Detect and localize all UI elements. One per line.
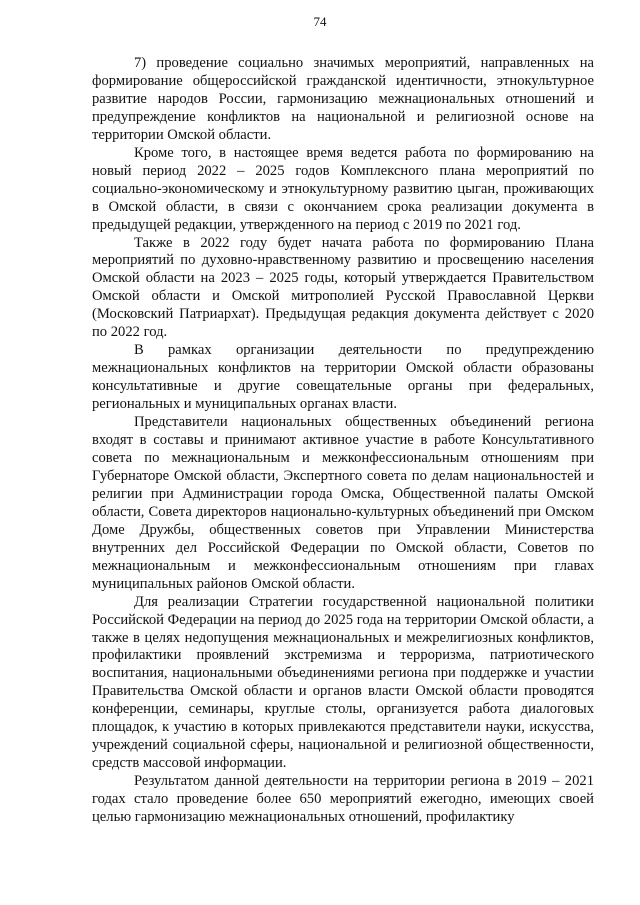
paragraph-1: 7) проведение социально значимых мероприятий, направленных на формирование общероссийской гражданской идентичности, этнокультурное развитие народов России, гармонизацию межнациональных отношений и предупреждение конфликтов на национальной и религиозной основе на территории Омской области. — [92, 55, 594, 143]
page-number: 74 — [313, 14, 327, 29]
document-body — [92, 55, 594, 827]
paragraph-5: Представители национальных общественных объединений региона входят в составы и принимают активное участие в работе Консультативного совета по межнациональным и межконфессиональным отношениям при Губернаторе Омской области, Экспертного совета по делам национальностей и религии при Администрации города Омска, Общественной палаты Омской области, Совета директоров национально-культурных объединений при Омском Доме Дружбы, общественных советов при Управлении Министерства внутренних дел Российской Федерации по Омской области, Советов по межнациональным и межконфессиональным отношениям при главах муниципальных районов Омской области. — [92, 414, 594, 592]
paragraph-3: Также в 2022 году будет начата работа по формированию Плана мероприятий по духовно-нравственному развитию и просвещению населения Омской области на 2023 – 2025 годы, который утверждается Правительством Омской области и Омской митрополией Русской Православной Церкви (Московский Патриархат). Предыдущая редакция документа действует с 2020 по 2022 год. — [92, 234, 594, 341]
paragraph-6: Для реализации Стратегии государственной национальной политики Российской Федерации на период до 2025 года на территории Омской области, а также в целях недопущения межнациональных и межрелигиозных конфликтов, профилактики проявлений экстремизма и терроризма, патриотического воспитания, национальными объединениями региона при поддержке и участии Правительства Омской области и органов власти Омской области проводятся конференции, семинары, круглые столы, организуется работа диалоговых площадок, к участию в которых привлекаются представители науки, искусства, учреждений социальной сферы, национальной и религиозной общественности, средств массовой информации. — [92, 593, 594, 772]
paragraph-4: В рамках организации деятельности по предупреждению межнациональных конфликтов на территории Омской области образованы консультативные и другие совещательные органы при федеральных, региональных и муниципальных органах власти. — [92, 342, 594, 413]
paragraph-7: Результатом данной деятельности на территории региона в 2019 – 2021 годах стало проведение более 650 мероприятий ежегодно, имеющих своей целью гармонизацию межнациональных отношений, профилактику — [92, 773, 594, 826]
paragraph-2: Кроме того, в настоящее время ведется работа по формированию на новый период 2022 – 2025 годов Комплексного плана мероприятий по социально-экономическому и этнокультурному развитию цыган, проживающих в Омской области, в связи с окончанием срока реализации документа в предыдущей редакции, утвержденного на период с 2019 по 2021 год. — [92, 144, 594, 233]
